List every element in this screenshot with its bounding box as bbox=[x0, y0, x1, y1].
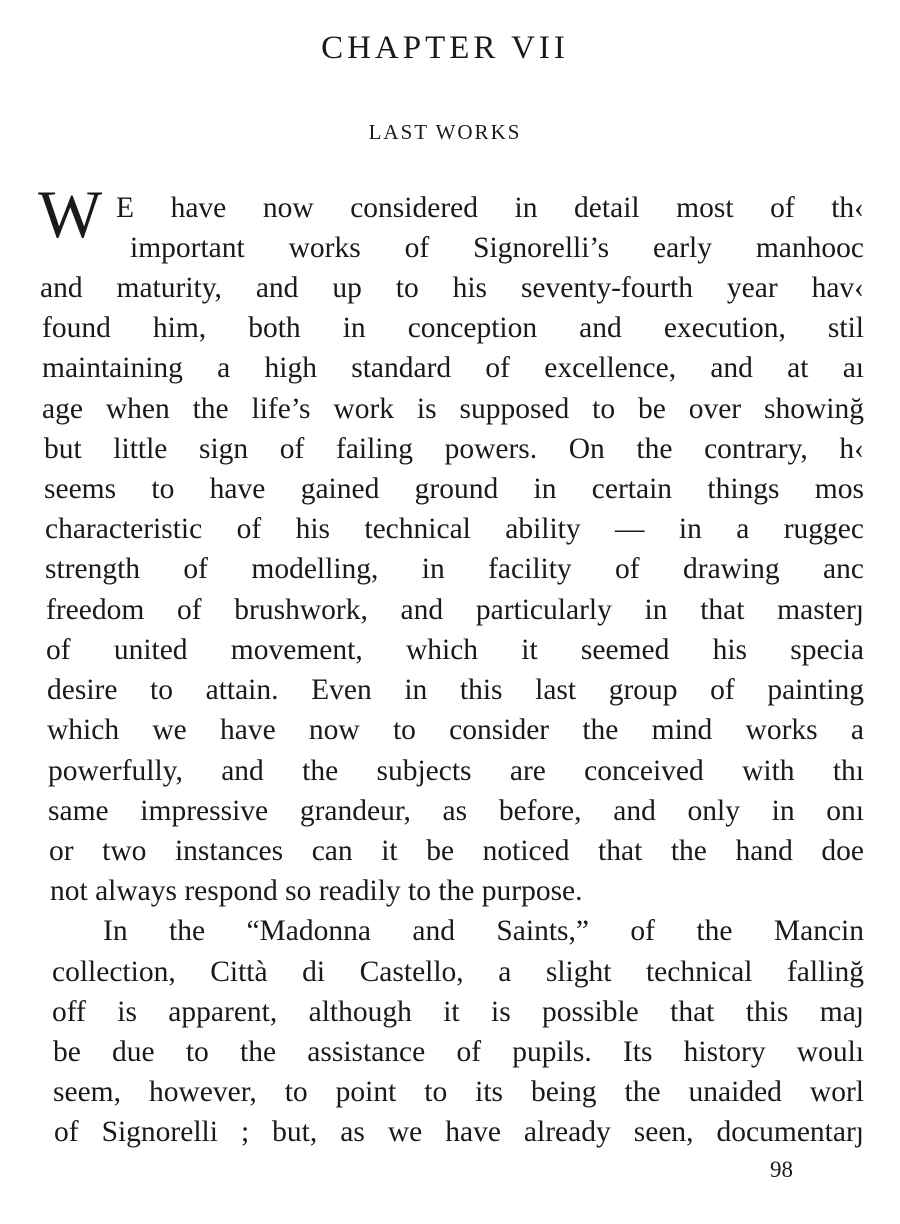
page-number: 98 bbox=[770, 1157, 793, 1182]
text-line: same impressive grandeur, as before, and only in onı bbox=[48, 795, 864, 827]
text-line: In the “Madonna and Saints,” of the Mancin bbox=[103, 915, 864, 947]
text-line: characteristic of his technical ability — in a ruggec bbox=[45, 513, 864, 545]
text-line: strength of modelling, in facility of drawing anc bbox=[45, 553, 864, 585]
chapter-subtitle: LAST WORKS bbox=[368, 120, 522, 144]
text-line: found him, both in conception and execution, stil bbox=[42, 312, 864, 344]
text-line: of united movement, which it seemed his specia bbox=[46, 634, 864, 666]
text-line: or two instances can it be noticed that the hand doe bbox=[49, 835, 864, 867]
text-line: of Signorelli ; but, as we have already seen, documentarȷ bbox=[54, 1116, 864, 1148]
text-line: seem, however, to point to its being the unaided worl bbox=[53, 1076, 864, 1108]
text-line: not always respond so readily to the purpose. bbox=[50, 875, 583, 907]
text-line: important works of Signorelli’s early manhooc bbox=[130, 232, 864, 264]
text-line: which we have now to consider the mind works a bbox=[47, 714, 864, 746]
text-line: off is apparent, although it is possible that this maȷ bbox=[52, 996, 864, 1028]
text-line: desire to attain. Even in this last group of painting bbox=[47, 674, 864, 706]
text-line: E have now considered in detail most of th‹ bbox=[116, 192, 864, 224]
text-line: maintaining a high standard of excellence, and at aı bbox=[42, 352, 864, 384]
text-line: collection, Città di Castello, a slight technical fallinğ bbox=[52, 956, 864, 988]
text-line: powerfully, and the subjects are conceived with thı bbox=[48, 755, 864, 787]
text-line: and maturity, and up to his seventy-fourth year hav‹ bbox=[40, 272, 864, 304]
text-line: but little sign of failing powers. On the contrary, h‹ bbox=[44, 433, 864, 465]
chapter-heading: CHAPTER VII bbox=[321, 30, 569, 66]
text-line: age when the life’s work is supposed to be over showinğ bbox=[42, 393, 864, 425]
text-line: seems to have gained ground in certain things mos bbox=[44, 473, 864, 505]
text-line: be due to the assistance of pupils. Its history woulı bbox=[53, 1036, 864, 1068]
text-line: freedom of brushwork, and particularly in that masterȷ bbox=[46, 594, 864, 626]
drop-cap: W bbox=[38, 176, 103, 252]
